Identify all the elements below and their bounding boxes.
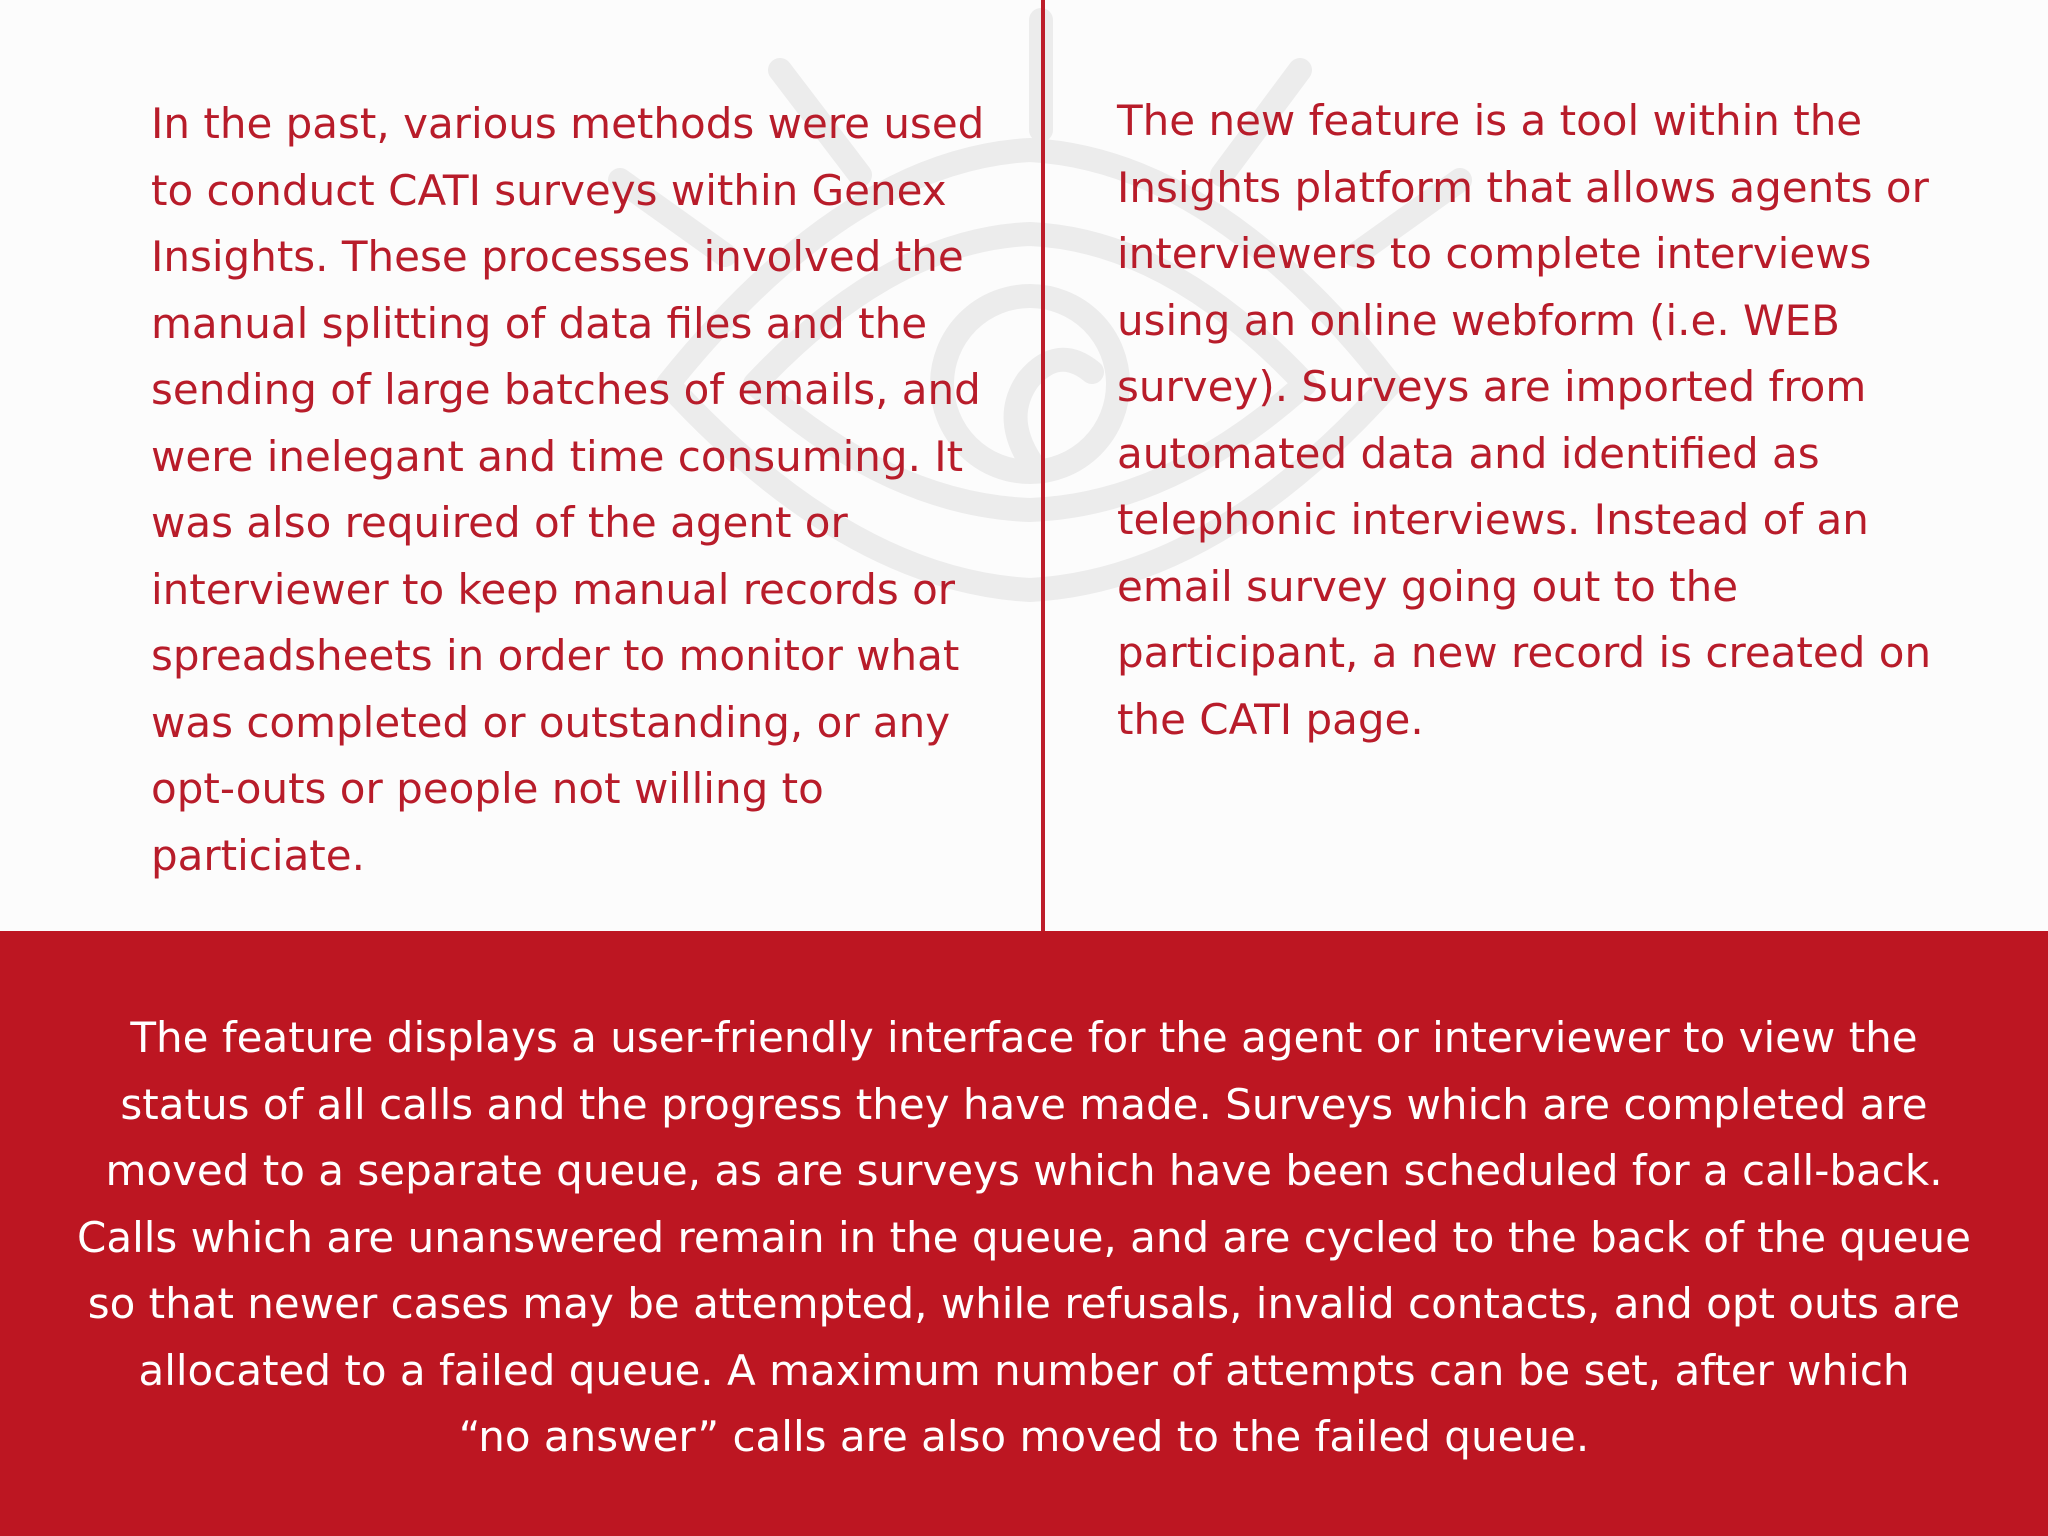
text-line: using an online webform (i.e. WEB bbox=[1117, 295, 1840, 345]
text-line: The new feature is a tool within the bbox=[1117, 96, 1863, 145]
text-line: The feature displays a user-friendly interface for the agent or interviewer to view the bbox=[130, 1013, 1918, 1062]
text-line: manual splitting of data files and the bbox=[151, 298, 928, 348]
text-line: survey). Surveys are imported from bbox=[1117, 362, 1867, 411]
text-line: interviewers to complete interviews bbox=[1117, 229, 1872, 278]
text-line: status of all calls and the progress they have made. Surveys which are completed are bbox=[120, 1079, 1928, 1129]
text-line: sending of large batches of emails, and bbox=[151, 365, 981, 414]
text-line: email survey going out to the bbox=[1117, 561, 1739, 611]
column-divider bbox=[1041, 0, 1045, 931]
text-line: automated data and identified as bbox=[1117, 428, 1820, 478]
text-line: interviewer to keep manual records or bbox=[151, 564, 956, 614]
text-line: spreadsheets in order to monitor what bbox=[151, 631, 960, 680]
text-line: Insights. These processes involved the bbox=[151, 232, 964, 281]
text-line: Calls which are unanswered remain in the queue, and are cycled to the back of the queue bbox=[77, 1212, 1971, 1262]
text-line: opt-outs or people not willing to bbox=[151, 764, 824, 813]
left-paragraph bbox=[151, 91, 984, 889]
text-line: Insights platform that allows agents or bbox=[1117, 162, 1929, 212]
text-line: telephonic interviews. Instead of an bbox=[1117, 495, 1869, 544]
text-line: so that newer cases may be attempted, while refusals, invalid contacts, and opt outs are bbox=[87, 1279, 1961, 1328]
text-line: were inelegant and time consuming. It bbox=[151, 431, 964, 481]
text-line: In the past, various methods were used bbox=[151, 99, 985, 148]
bottom-paragraph bbox=[0, 1005, 2048, 1471]
text-line: particiate. bbox=[151, 830, 365, 880]
right-paragraph bbox=[1117, 88, 1931, 753]
text-line: participant, a new record is created on bbox=[1117, 628, 1932, 677]
text-line: the CATI page. bbox=[1117, 694, 1424, 744]
text-line: allocated to a failed queue. A maximum number of attempts can be set, after which bbox=[138, 1345, 1910, 1395]
text-line: to conduct CATI surveys within Genex bbox=[151, 165, 947, 215]
text-line: was also required of the agent or bbox=[151, 498, 848, 547]
text-line: “no answer” calls are also moved to the failed queue. bbox=[458, 1412, 1590, 1461]
text-line: moved to a separate queue, as are surveys which have been scheduled for a call-back. bbox=[105, 1146, 1943, 1195]
text-line: was completed or outstanding, or any bbox=[151, 697, 951, 747]
